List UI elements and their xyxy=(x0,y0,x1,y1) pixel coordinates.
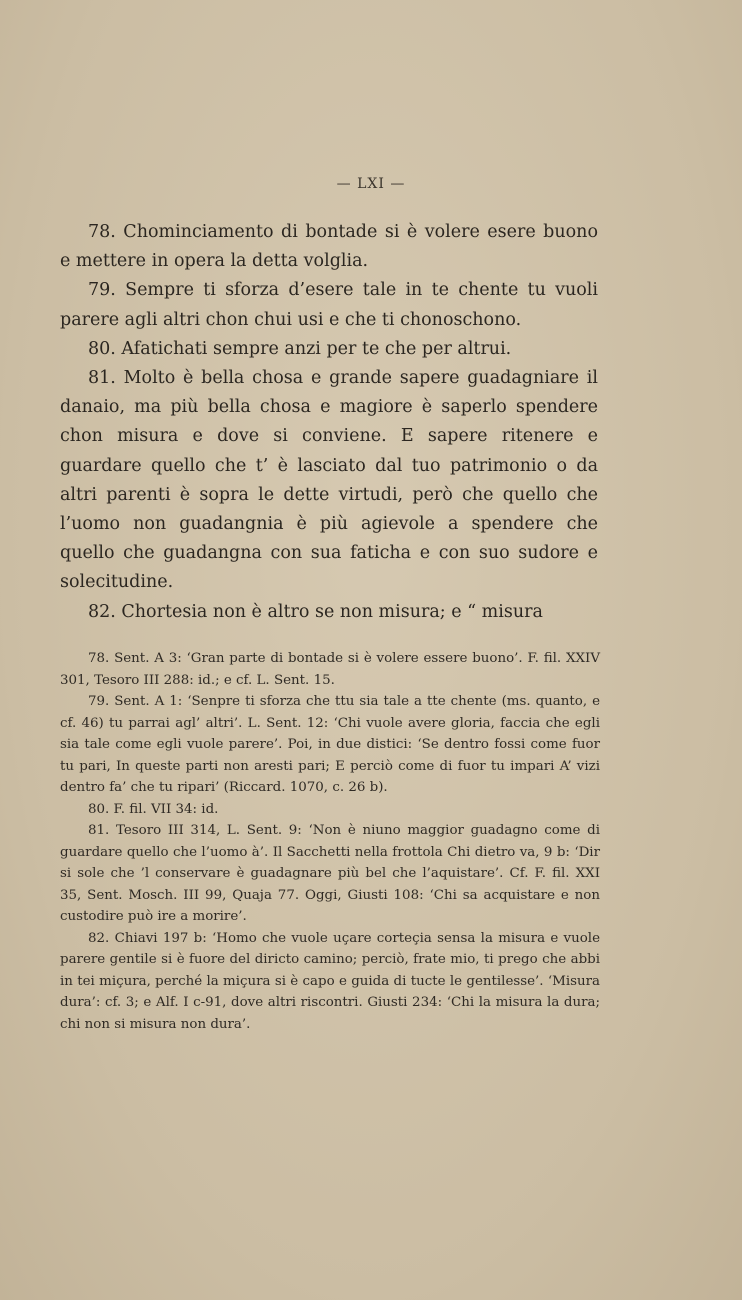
footnotes xyxy=(60,648,600,1035)
paragraph-82: 82. Chortesia non è altro se non misura; e “ misura xyxy=(88,601,543,622)
note-78: 78. Sent. A 3: ‘Gran parte di bontade si è volere essere buono’. F. fil. XXIV 301, Tesoro III 288: id.; e cf. L. Sent. 15. xyxy=(60,651,600,688)
note-80: 80. F. fil. VII 34: id. xyxy=(88,801,219,817)
paragraph-79: 79. Sempre ti sforza d’esere tale in te chente tu vuoli parere agli altri chon chui usi e che ti chonoschono. xyxy=(60,280,598,330)
note-79: 79. Sent. A 1: ‘Senpre ti sforza che ttu sia tale a tte chente (ms. quanto, e cf. 46) tu parrai agl’ altri’. L. Sent. 12: ‘Chi vuole avere gloria, faccia che egli sia tale come egli vuole parere’. Poi, in due distici: ‘Se dentro fossi come fuor tu pari, In queste parti non aresti pari; E perciò come di fuor tu impari A’ vizi dentro fa’ che tu ripari’ (Riccard. 1070, c. 26 b). xyxy=(60,694,600,795)
paragraph-78: 78. Chominciamento di bontade si è volere esere buono e mettere in opera la detta volglia. xyxy=(60,222,598,272)
note-82: 82. Chiavi 197 b: ‘Homo che vuole uçare corteçia sensa la misura e vuole parere gentile si è fuore del diricto camino; perciò, frate mio, ti prego che abbi in tei miçura, perché la miçura si è capo e guida di tucte le gentilesse’. ‘Misura dura’: cf. 3; e Alf. I c-91, dove altri riscontri. Giusti 234: ‘Chi la misura la dura; chi non si misura non dura’. xyxy=(60,930,600,1032)
paragraph-80: 80. Afatichati sempre anzi per te che per altrui. xyxy=(88,338,512,359)
paragraph-81: 81. Molto è bella chosa e grande sapere guadagniare il danaio, ma più bella chosa e magiore è saperlo spendere chon misura e dove si conviene. E sapere ritenere e guardare quello che t’ è lasciato dal tuo patrimonio o da altri parenti è sopra le dette virtudi, però che quello che l’uomo non guadangnia è più agievole a spendere che quello che guadangna con sua faticha e con suo sudore e solecitudine. xyxy=(60,368,598,593)
page-number: — LXI — xyxy=(336,176,406,192)
main-text xyxy=(60,218,598,627)
note-81: 81. Tesoro III 314, L. Sent. 9: ‘Non è niuno maggior guadagno come di guardare quello che l’uomo à’. Il Sacchetti nella frottola Chi dietro va, 9 b: ‘Dir si sole che ’l conservare è guadagnare più bel che l’aquistare’. Cf. F. fil. XXI 35, Sent. Mosch. III 99, Quaja 77. Oggi, Giusti 108: ‘Chi sa acquistare e non custodire può ire a morire’. xyxy=(60,823,600,924)
